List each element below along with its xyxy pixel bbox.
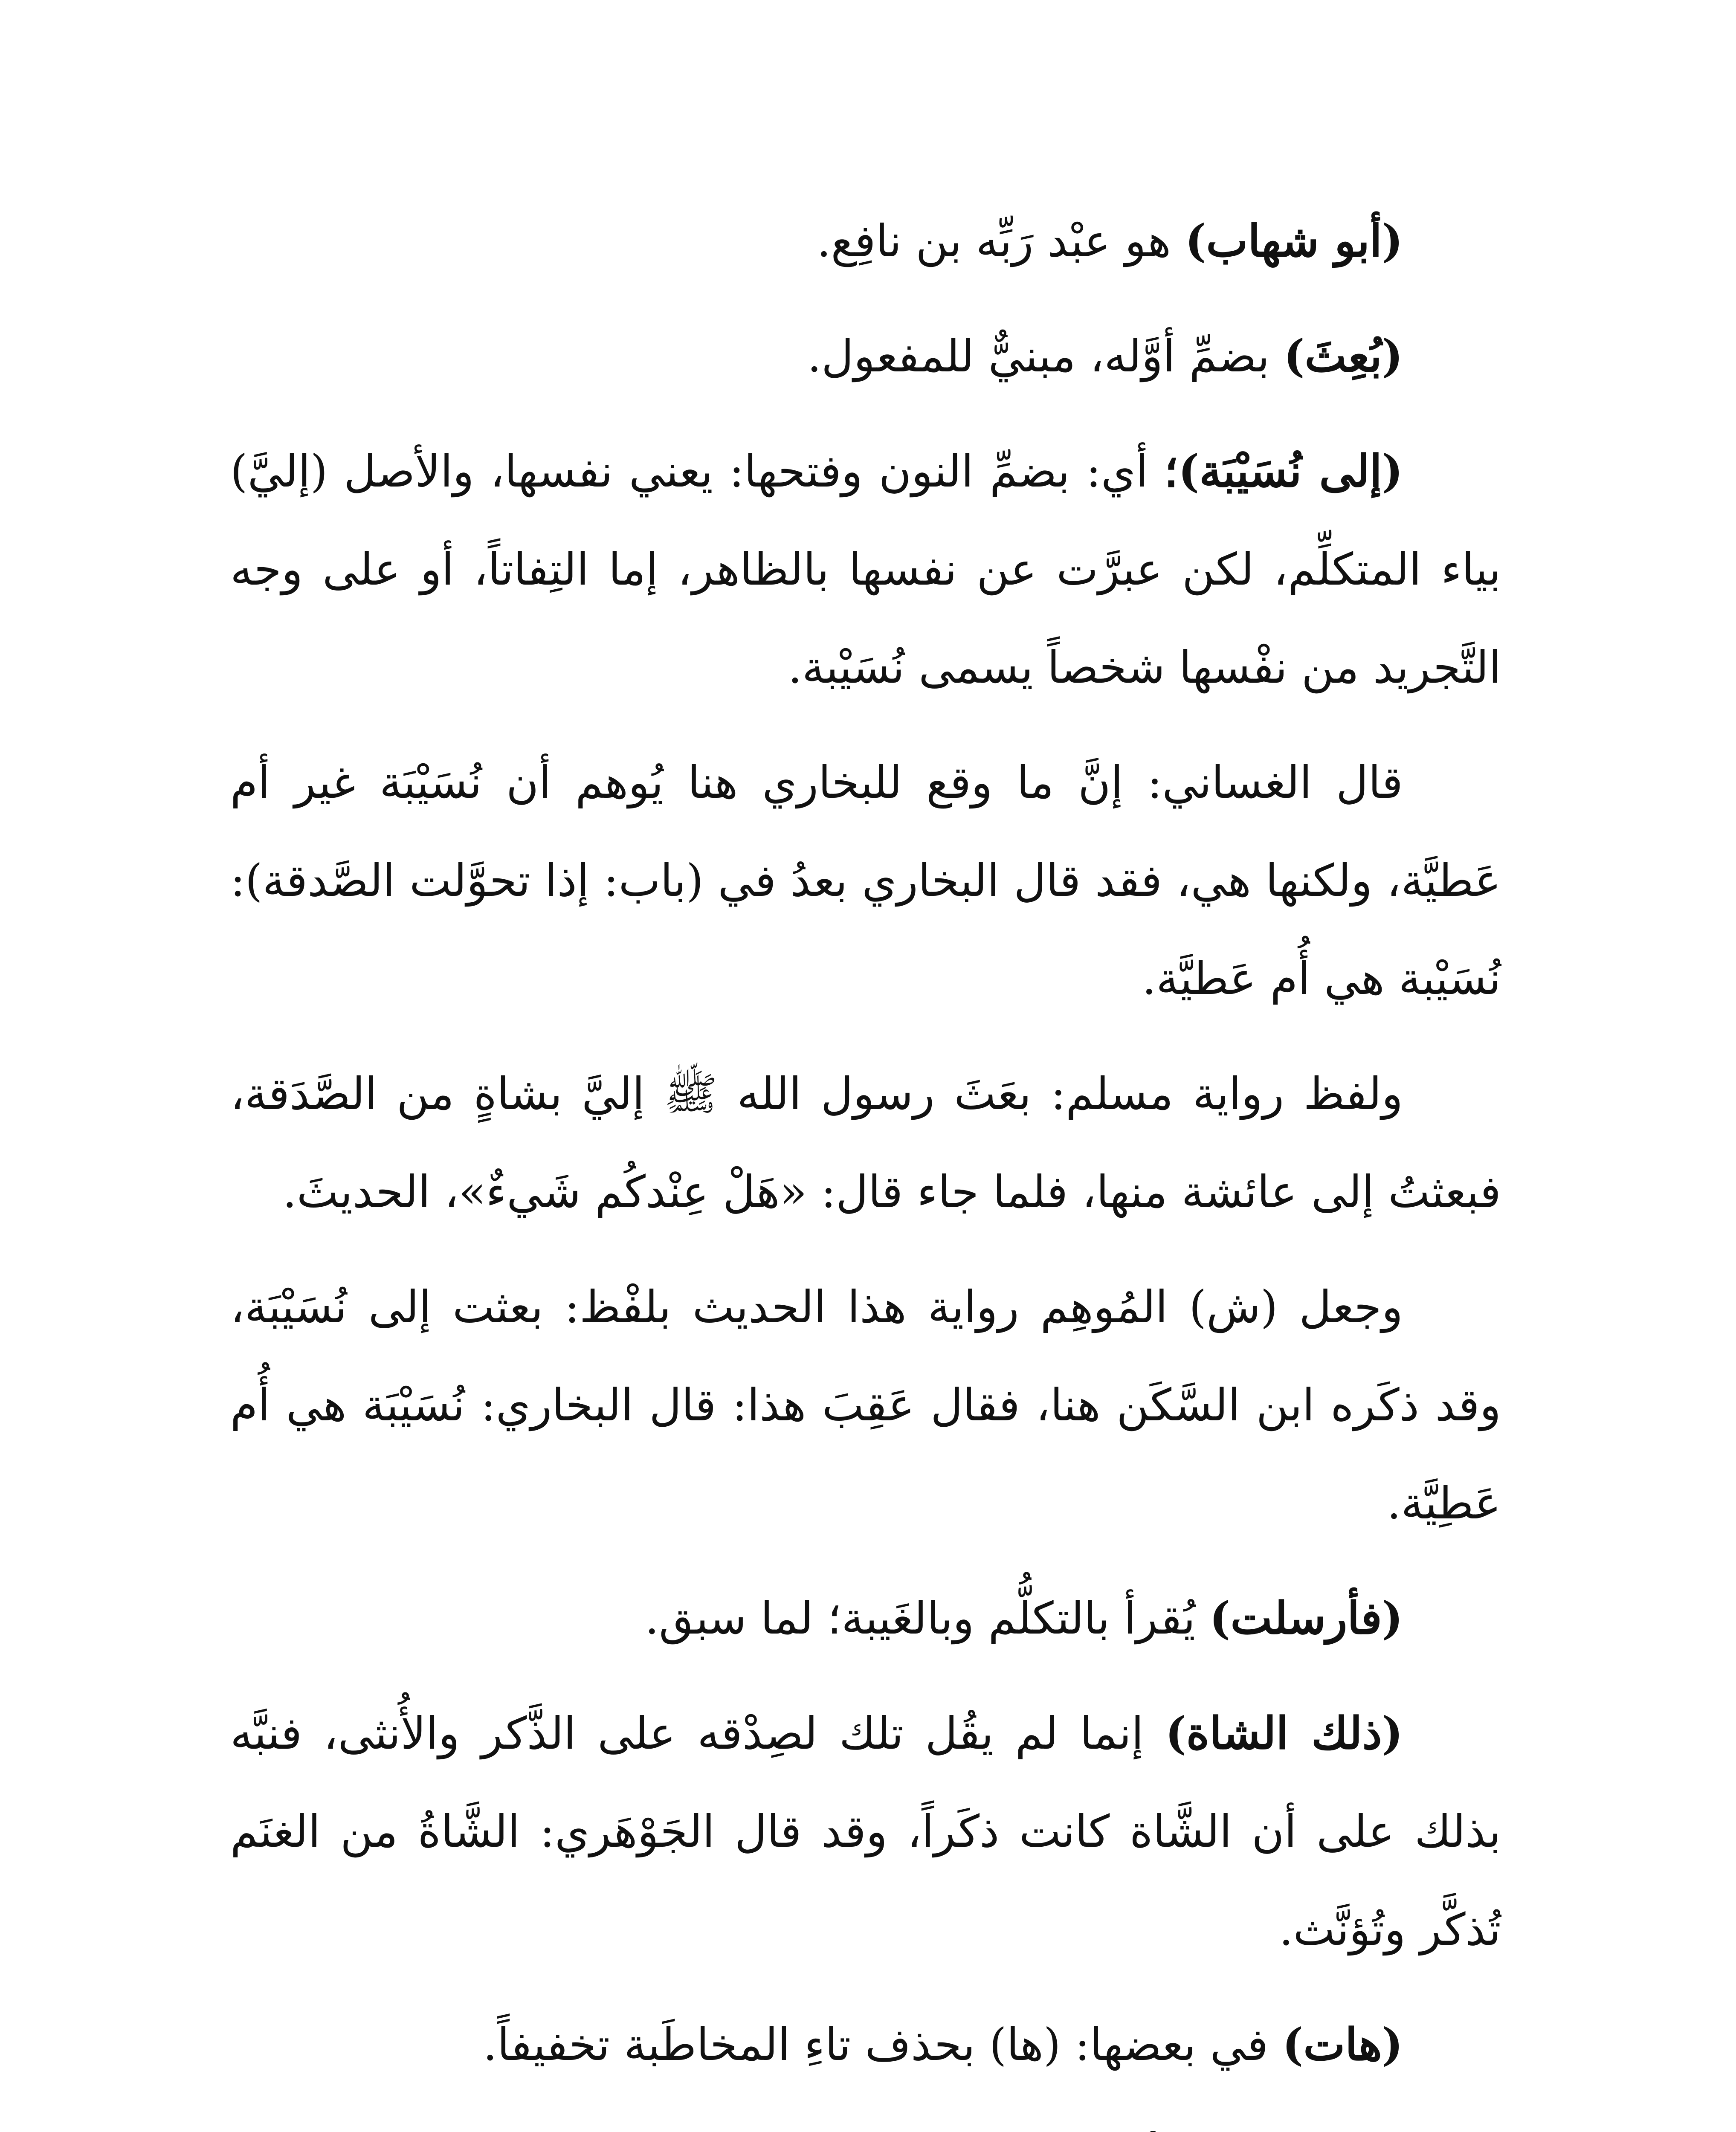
paragraph-text: إنما لم يقُل تلك لصِدْقه على الذَّكر والأُنثى، فنبَّه بذلك على أن الشَّاة كانت ذكَراً، وقد قال الجَوْهَري: الشَّاةُ من الغنَم تُذكَّر وتُؤنَّث. — [230, 1707, 1501, 1955]
paragraph-1 — [230, 192, 1501, 290]
paragraph-text: وجعل (ش) المُوهِم رواية هذا الحديث بلفْظ: بعثت إلى نُسَيْبَة، وقد ذكَره ابن السَّكَن هنا، فقال عَقِبَ هذا: قال البخاري: نُسَيْبَة هي أُم عَطِيَّة. — [230, 1281, 1501, 1529]
paragraph-3 — [230, 422, 1501, 716]
paragraph-text: أي: بضمِّ النون وفتحها: يعني نفسها، والأصل (إليَّ) بياء المتكلِّم، لكن عبرَّت عن نفسها بالظاهر، إما التِفاتاً، أو على وجه التَّجريد من نفْسها شخصاً يسمى نُسَيْبة. — [230, 445, 1501, 693]
paragraph-5 — [230, 1045, 1501, 1241]
lemma: (هات) — [1282, 2018, 1403, 2071]
paragraph-2 — [230, 307, 1501, 405]
lemma: (إلى نُسَيْبَة)؛ — [1164, 445, 1403, 497]
paragraph-text: ولفظ رواية مسلم: بعَثَ رسول الله ﷺ إليَّ بشاةٍ من الصَّدَقة، فبعثتُ إلى عائشة منها، فلما جاء قال: «هَلْ عِنْدكُم شَيءٌ»، الحديثَ. — [230, 1068, 1501, 1218]
lemma: (أبو شهاب) — [1185, 214, 1403, 267]
paragraph-text: هو عبْد رَبِّه بن نافِع. — [817, 215, 1185, 267]
paragraph-4 — [230, 733, 1501, 1028]
paragraph-9 — [230, 1996, 1501, 2094]
paragraph-text: يُقرأ بالتكلُّم وبالغَيبة؛ لما سبق. — [645, 1592, 1210, 1644]
paragraph-6 — [230, 1258, 1501, 1552]
paragraph-7 — [230, 1569, 1501, 1667]
paragraph-text: بضمِّ أوَّله، مبنيٌّ للمفعول. — [807, 330, 1284, 382]
paragraph-text: قال الغساني: إنَّ ما وقع للبخاري هنا يُوهم أن نُسَيْبَة غير أم عَطيَّة، ولكنها هي، فقد قال البخاري بعدُ في (باب: إذا تحوَّلت الصَّدقة): نُسَيْبة هي أُم عَطيَّة. — [230, 756, 1501, 1005]
paragraph-10 — [230, 2111, 1501, 2132]
lemma: (بُعِثَ) — [1284, 330, 1403, 382]
lemma: (ذلك الشاة) — [1165, 1707, 1403, 1759]
main-text — [230, 192, 1501, 2132]
paragraph-8 — [230, 1684, 1501, 1978]
lemma: (فأرسلت) — [1209, 1592, 1403, 1644]
paragraph-text: في بعضها: (ها) بحذف تاءِ المخاطَبة تخفيفاً. — [483, 2019, 1283, 2071]
